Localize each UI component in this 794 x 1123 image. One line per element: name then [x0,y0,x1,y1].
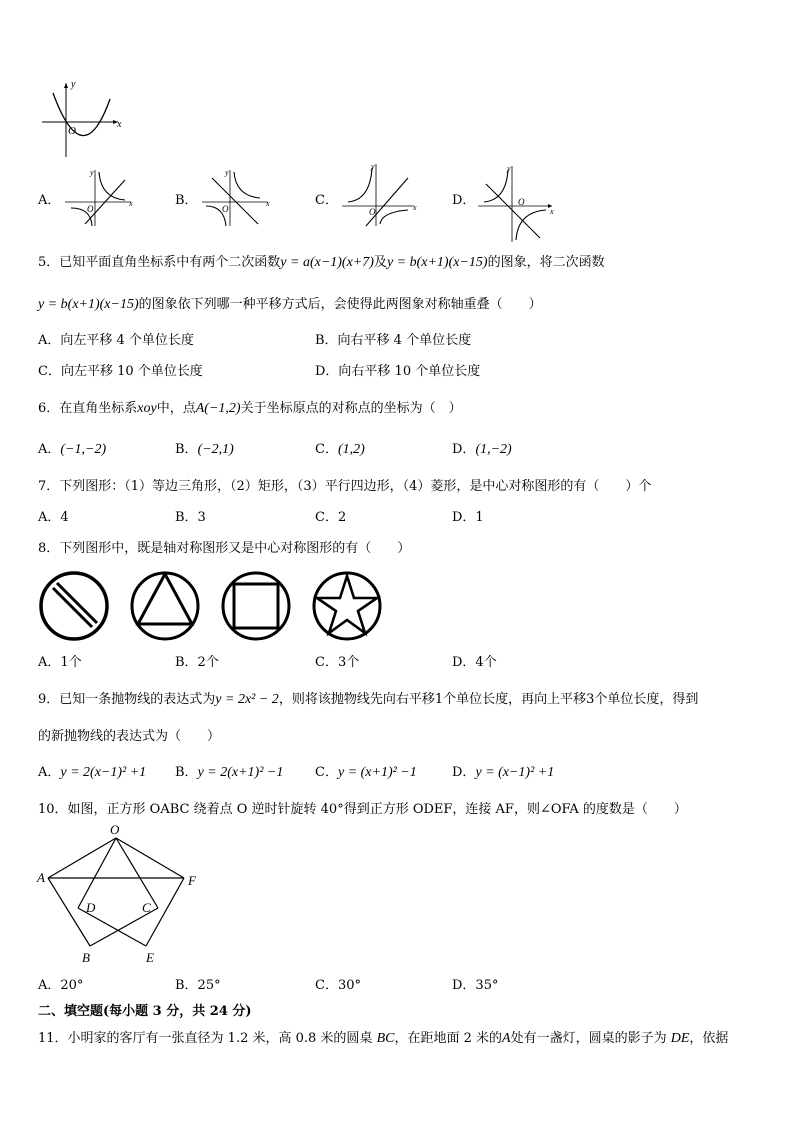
q5-formula-1: y = a(x−1)(x+7) [280,255,374,270]
q6-line [38,400,462,418]
q4c-x: x [413,203,417,212]
q7-option-d[interactable]: D．1 [452,510,484,525]
q9-option-a-value: y = 2(x−1)² +1 [60,765,147,780]
q10-label-c: C [142,900,151,915]
q5-line1 [38,254,605,272]
q8-option-d[interactable]: D．4个 [452,655,497,670]
q6-option-a[interactable] [38,441,106,459]
q4d-x: x [550,207,554,216]
q4-option-d[interactable]: D． [452,193,476,208]
q5-option-c[interactable]: C．向左平移 10 个单位长度 [38,364,203,379]
q10-text: 10．如图，正方形 OABC 绕着点 O 逆时针旋转 40°得到正方形 ODEF，连接 AF，则∠OFA 的度数是（ ） [38,802,687,817]
q9-option-b-label: B． [175,765,198,780]
q4-option-c[interactable]: C． [315,193,338,208]
q9-option-c-label: C． [315,765,338,780]
q11-text-b: ，在距地面 2 米的 [394,1031,502,1046]
q4-y-label: y [71,79,76,90]
q5-text-mid: 及 [373,255,387,270]
q9-option-c[interactable] [315,764,417,782]
q10-option-a[interactable]: A．20° [38,978,84,993]
q9-line1 [38,691,698,709]
q4-option-a[interactable]: A． [38,193,61,208]
q4b-x: x [266,199,270,208]
q11-text-d: ，依据 [689,1031,729,1046]
q6-option-b-value: (−2,1) [197,442,234,457]
q4-origin-label: O [68,125,76,137]
q8-option-c[interactable]: C．3个 [315,655,360,670]
q9-line2: 的新抛物线的表达式为（ ） [38,729,221,744]
q4a-o: O [87,204,94,214]
q9-text-post: ，则将该抛物线先向右平移1个单位长度，再向上平移3个单位长度，得到 [278,692,699,707]
q4-graph-a [65,168,135,228]
q6-option-c[interactable] [315,441,365,459]
q6-option-a-value: (−1,−2) [60,442,107,457]
q4a-y: y [90,168,94,177]
q4c-o: O [369,207,376,217]
q7-option-a[interactable]: A．4 [38,510,69,525]
q10-label-b: B [82,950,90,965]
q5-formula-2: y = b(x+1)(x−15) [386,255,488,270]
q10-label-f: F [188,873,196,888]
q11-text-c: 处有一盏灯，圆桌的影子为 [510,1031,671,1046]
q10-option-c[interactable]: C．30° [315,978,361,993]
q7-option-b[interactable]: B．3 [175,510,206,525]
q10-label-d: D [86,900,96,915]
q5-option-b[interactable]: B．向右平移 4 个单位长度 [315,333,472,348]
q5-formula-3: y = b(x+1)(x−15) [38,297,139,312]
q7-option-c[interactable]: C．2 [315,510,347,525]
q10-label-o: O [110,822,120,837]
q9-option-d[interactable] [452,764,554,782]
q9-option-d-label: D． [452,765,476,780]
q6-text-pre: 6．在直角坐标系 [38,401,138,416]
q4d-o: O [518,197,525,207]
q11-de: DE [670,1031,690,1046]
q9-option-a[interactable] [38,764,146,782]
q4-graph-d [478,162,558,244]
q5-line2 [38,296,542,314]
q8-figure-circle-square [223,573,289,639]
q4-graph-c [342,160,420,228]
q6-option-b-label: B． [175,442,198,457]
q8-figure-circle-triangle [132,573,198,639]
q6-text-mid: 中，点 [156,401,196,416]
q6-option-d-label: D． [452,442,476,457]
q4-parabola-graph [38,75,128,160]
q9-text-pre: 9．已知一条抛物线的表达式为 [38,692,216,707]
q9-option-b-value: y = 2(x+1)² −1 [197,765,284,780]
q5-option-a[interactable]: A．向左平移 4 个单位长度 [38,333,194,348]
q6-point: A(−1,2) [195,401,241,416]
section-2-title: 二、填空题(每小题 3 分，共 24 分) [38,1004,252,1019]
q10-option-b[interactable]: B．25° [175,978,221,993]
q6-system: xoy [137,401,157,416]
q6-option-c-label: C． [315,442,338,457]
q8-text: 8．下列图形中，既是轴对称图形又是中心对称图形的有（ ） [38,541,411,556]
q11-bc: BC [376,1031,395,1046]
q4-graph-b [202,168,272,228]
q5-text-pre: 5．已知平面直角坐标系中有两个二次函数 [38,255,281,270]
q4c-y: y [371,162,375,171]
q10-figure [34,822,214,970]
q9-option-a-label: A． [38,765,61,780]
q6-option-c-value: (1,2) [337,442,365,457]
q7-text: 7．下列图形：（1）等边三角形，（2）矩形，（3）平行四边形，（4）菱形，是中心对称图形的有（ ）个 [38,479,652,494]
q5-text-line2: 的图象依下列哪一种平移方式后，会使得此两图象对称轴重叠（ ） [138,297,542,312]
q9-option-b[interactable] [175,764,283,782]
q8-figure-circle-slash [41,573,107,639]
q10-option-d[interactable]: D．35° [452,978,499,993]
q4d-y: y [507,164,511,173]
q11-line [38,1030,728,1048]
q8-figure-circle-star [314,573,380,639]
q8-option-b[interactable]: B．2个 [175,655,219,670]
q5-option-d[interactable]: D．向右平移 10 个单位长度 [315,364,481,379]
q6-option-a-label: A． [38,442,61,457]
q9-option-c-value: y = (x+1)² −1 [337,765,417,780]
q6-text-post: 关于坐标原点的对称点的坐标为（ ） [240,401,462,416]
q4b-y: y [225,168,229,177]
q11-text-a: 11．小明家的客厅有一张直径为 1.2 米，高 0.8 米的圆桌 [38,1031,377,1046]
q9-option-d-value: y = (x−1)² +1 [475,765,555,780]
q10-label-a: A [37,870,45,885]
q8-figures [36,568,386,644]
q4-option-b[interactable]: B． [175,193,198,208]
q5-text-post: 的图象，将二次函数 [487,255,605,270]
q4a-x: x [129,199,133,208]
q4b-o: O [222,204,229,214]
q10-label-e: E [146,950,154,965]
q9-formula: y = 2x² − 2 [215,692,279,707]
q8-option-a[interactable]: A．1个 [38,655,82,670]
q4-x-label: x [117,119,122,130]
q11-a: A [502,1031,511,1046]
q6-option-d[interactable] [452,441,512,459]
q6-option-b[interactable] [175,441,234,459]
q6-option-d-value: (1,−2) [475,442,512,457]
